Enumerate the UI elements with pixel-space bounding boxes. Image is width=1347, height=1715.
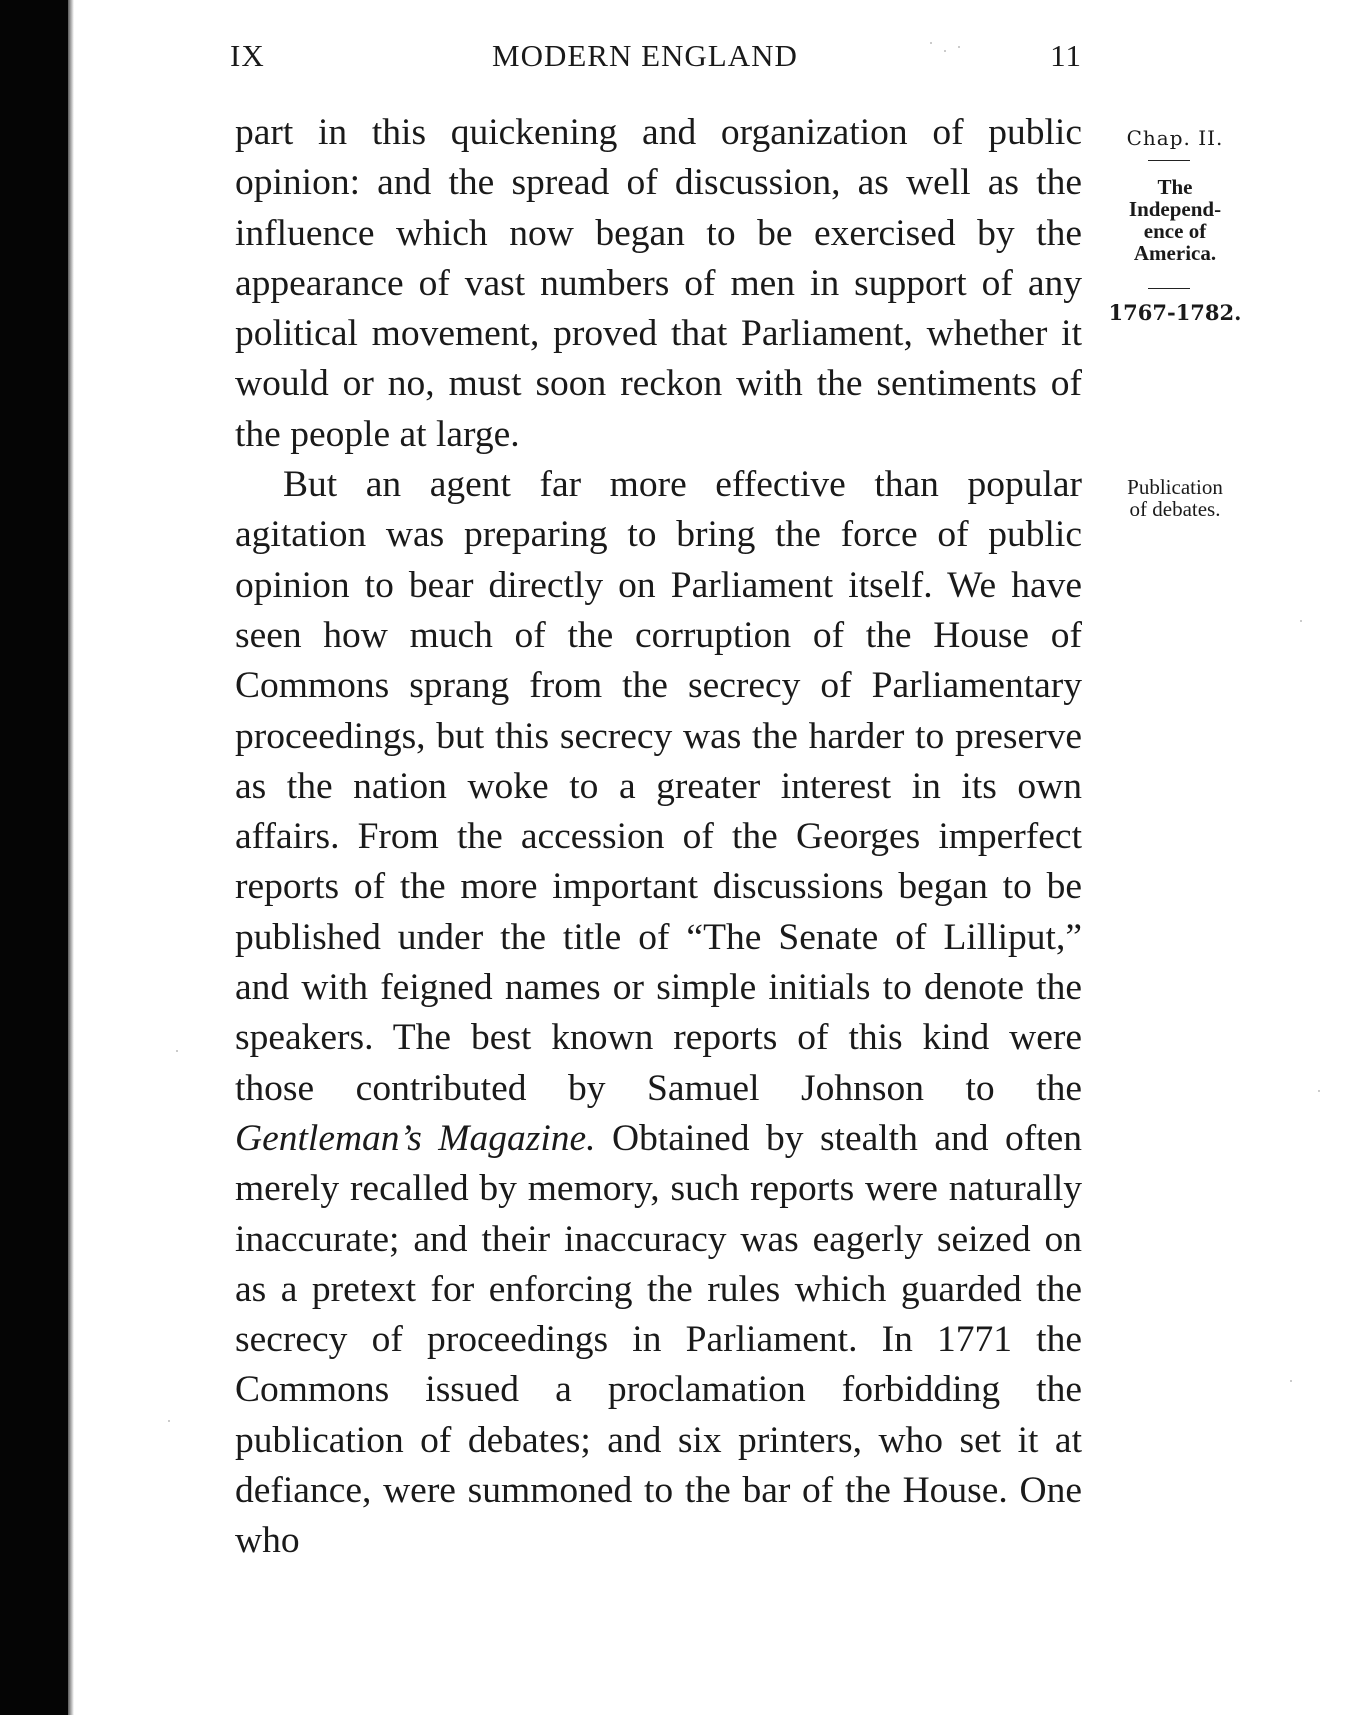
body-text (235, 108, 1082, 1567)
margin-dates: 1767-1782. (1108, 300, 1242, 325)
margin-chapter-label: Chap. II. (1126, 126, 1224, 150)
paragraph-2-text-a: But an agent far more effective than popular agitation was preparing to bring the force of public opinion to bear directly on Parliament itself. We have seen how much of the corruption of the House of Commons sprang from the secrecy of Parliamentary proceedings, but this secrecy was the harder to preserve as the nation woke to a greater interest in its own affairs. From the accession of the Georges imperfect reports of the more important discussions began to be published under the title of “The Senate of Lilliput,” and with feigned names or simple initials to denote the speakers. The best known reports of this kind were those contributed by Samuel Johnson to the (235, 464, 1082, 1109)
paper-speckle (958, 46, 960, 48)
margin-note-line: America. (1133, 241, 1217, 265)
binding-edge (0, 0, 68, 1715)
running-title: MODERN ENGLAND (492, 38, 798, 73)
magazine-title: Gentleman’s Magazine. (235, 1117, 596, 1159)
paragraph-2 (235, 460, 1082, 1567)
paper-speckle (176, 1050, 178, 1052)
margin-note-line: The (1157, 175, 1193, 199)
paper-speckle (944, 50, 946, 52)
margin-note-publication (1100, 476, 1250, 520)
margin-note-line: Independ- (1128, 197, 1222, 221)
paper-speckle (1290, 1380, 1292, 1382)
page-number: 11 (1050, 38, 1082, 73)
paper-speckle (1300, 620, 1302, 622)
margin-note-line: of debates. (1129, 497, 1221, 521)
margin-note-line: Publication (1127, 475, 1223, 499)
running-head (230, 38, 1082, 78)
paper-speckle (168, 1420, 170, 1422)
margin-note-line: ence of (1143, 219, 1207, 243)
chapter-numeral: IX (230, 38, 265, 73)
margin-rule (1148, 288, 1190, 289)
margin-note-independence (1100, 176, 1250, 264)
paragraph-2-text-b: Obtained by stealth and often merely recalled by memory, such reports were naturally inaccurate; and their inaccuracy was eagerly seized on as a pretext for enforcing the rules which guarded the secrecy of proceedings in Parliament. In 1771 the Commons issued a proclamation forbidding the publication of debates; and six printers, who set it at defiance, were summoned to the bar of the House. One who (235, 1117, 1082, 1562)
paragraph-1: part in this quickening and organization of public opinion: and the spread of discussion, as well as the influence which now began to be exercised by the appearance of vast numbers of men in support of any political movement, proved that Parliament, whether it would or no, must soon reckon with the sentiments of the people at large. (235, 112, 1082, 455)
margin-rule (1148, 160, 1190, 161)
paper-speckle (1318, 1090, 1320, 1092)
paper-speckle (930, 42, 932, 44)
